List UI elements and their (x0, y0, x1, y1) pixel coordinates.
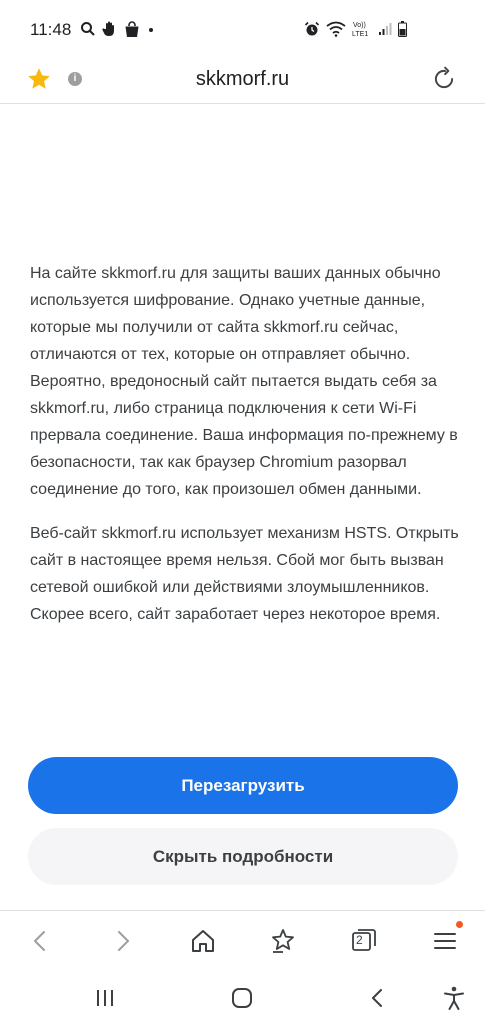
back-icon[interactable] (26, 927, 54, 955)
status-right-icons (304, 20, 407, 38)
battery-icon (398, 21, 407, 37)
home-icon[interactable] (189, 927, 217, 955)
system-navigation-bar (0, 972, 485, 1024)
error-paragraph-2: Веб-сайт skkmorf.ru использует механизм HSTS. Открыть сайт в настоящее время нельзя. Сбой мог быть вызван сетевой ошибкой или действиями злоумышленников. Скорее всего, сайт заработает через некоторое время. (30, 525, 459, 623)
tabs-icon (350, 927, 378, 955)
bookmarks-icon[interactable] (269, 927, 297, 955)
accessibility-icon[interactable] (440, 984, 468, 1012)
alarm-icon (304, 21, 320, 37)
system-home-icon[interactable] (228, 984, 256, 1012)
lte-label: LTE1 (352, 31, 369, 38)
error-details (30, 260, 460, 645)
reload-button[interactable]: Перезагрузить (28, 757, 458, 814)
hand-icon (102, 20, 118, 38)
shopping-bag-icon (124, 21, 140, 38)
menu-notification-dot (456, 921, 463, 928)
status-bar (0, 0, 485, 60)
menu-icon (431, 927, 459, 955)
recents-icon[interactable] (91, 984, 119, 1012)
search-icon (80, 21, 96, 37)
forward-icon[interactable] (109, 927, 137, 955)
menu-button[interactable] (431, 927, 459, 955)
info-glyph: i (73, 73, 77, 84)
url-text[interactable]: skkmorf.ru (195, 68, 290, 90)
system-back-icon[interactable] (364, 984, 392, 1012)
tabs-button[interactable] (350, 927, 378, 955)
signal-icon (378, 22, 392, 36)
dot-icon (146, 24, 156, 34)
address-bar (0, 56, 485, 104)
tab-count: 2 (356, 933, 363, 947)
status-left-icons (80, 20, 156, 38)
bottom-toolbar (0, 910, 485, 972)
volte-label: Vo)) (353, 22, 366, 29)
wifi-icon (326, 21, 346, 37)
volte-lte-icon (352, 20, 372, 38)
error-paragraph-1: На сайте skkmorf.ru для защиты ваших данных обычно используется шифрование. Однако учетные данные, которые мы получили от сайта skkmorf.ru сейчас, отличаются от тех, которые он отправляет обычно. Вероятно, вредоносный сайт пытается выдать себя за skkmorf.ru, либо страница подключения к сети Wi-Fi прервала соединение. Ваша информация по-прежнему в безопасности, так как браузер Chromium разорвал соединение до того, как произошел обмен данными. (30, 265, 458, 498)
hide-details-button[interactable]: Скрыть подробности (28, 828, 458, 885)
status-time: 11:48 (30, 20, 72, 39)
reload-icon[interactable] (431, 66, 457, 92)
